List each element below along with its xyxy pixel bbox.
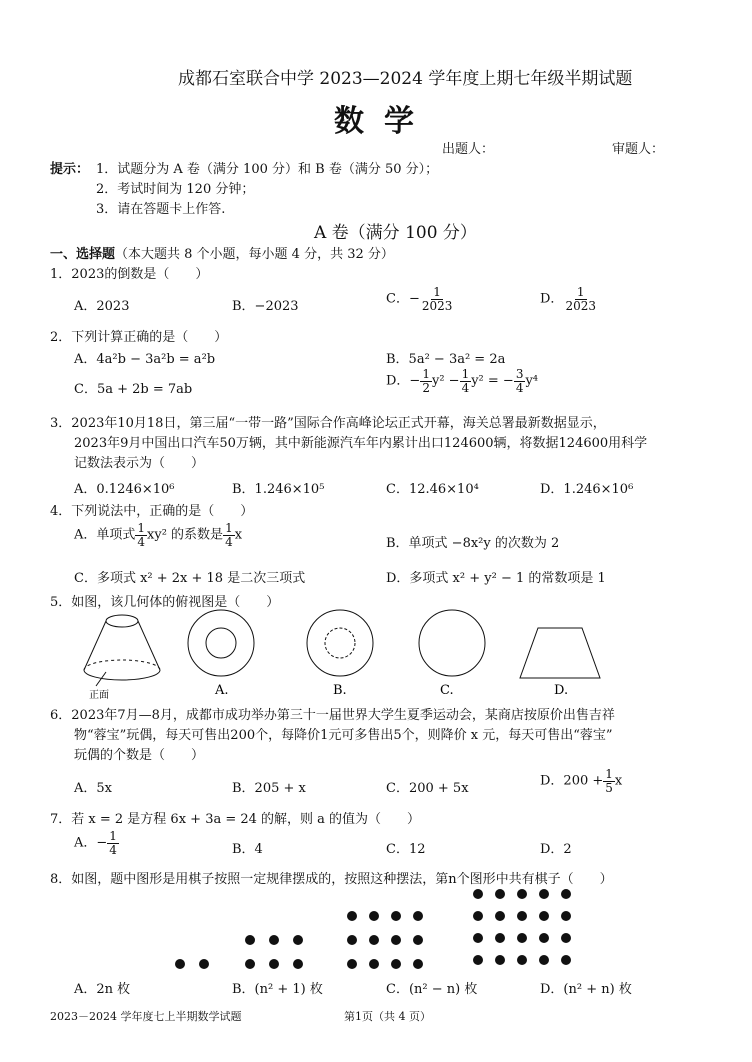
q8-option-d: D．(n² + n) 枚 xyxy=(540,982,632,997)
option-a-figure xyxy=(188,610,254,676)
q1-option-d xyxy=(540,286,598,312)
footer-left: 2023－2024 学年度七上半期数学试题 xyxy=(50,1010,242,1023)
tips-label: 提示： xyxy=(50,162,90,177)
term: y² − xyxy=(431,373,460,389)
text: x xyxy=(234,527,243,543)
q8-option-b: B．(n² + 1) 枚 xyxy=(232,982,323,997)
fraction xyxy=(135,522,147,548)
numerator: 1 xyxy=(109,829,117,843)
q2-option-b: B．5a² − 3a² = 2a xyxy=(386,352,506,367)
q6-line-3: 玩偶的个数是（ ） xyxy=(74,748,205,763)
denominator: 4 xyxy=(515,380,524,395)
q8-option-a: A．2n 枚 xyxy=(74,982,131,997)
denominator: 4 xyxy=(461,380,470,395)
q1-d-fraction xyxy=(563,286,598,312)
footer-page: 第1页（共 4 页） xyxy=(344,1010,431,1023)
q1-option-a: A．2023 xyxy=(74,299,130,314)
option-c-figure xyxy=(419,610,485,676)
numerator: 1 xyxy=(576,285,585,299)
q3-option-c: C．12.46×10⁴ xyxy=(386,482,479,497)
q4-option-b: B．单项式 −8x²y 的次数为 2 xyxy=(386,536,560,551)
q4-option-c: C．多项式 x² + 2x + 18 是二次三项式 xyxy=(74,571,306,586)
numerator: 1 xyxy=(137,521,146,535)
q4-stem: 4．下列说法中，正确的是（ ） xyxy=(50,504,254,519)
q6-option-d xyxy=(540,768,622,794)
option-b-figure xyxy=(307,610,373,676)
text: A．− xyxy=(74,835,108,851)
q6-option-c: C．200 + 5x xyxy=(386,781,469,796)
option-d-figure xyxy=(520,628,600,678)
numerator: 1 xyxy=(225,521,233,535)
q6-line-1: 6．2023年7月—8月，成都市成功举办第三十一届世界大学生夏季运动会，某商店按原价出售吉祥 xyxy=(50,708,615,723)
q3-line-1: 3．2023年10月18日，第三届“一带一路”国际合作高峰论坛正式开幕，海关总署最新数据显示， xyxy=(50,416,606,431)
numerator: 1 xyxy=(422,367,430,381)
tip-item-3: 3．请在答题卡上作答. xyxy=(96,202,226,217)
setter-label: 出题人： xyxy=(442,142,495,157)
text: A．单项式 xyxy=(74,527,136,543)
q4-option-d: D．多项式 x² + y² − 1 的常数项是 1 xyxy=(386,571,606,586)
q7-option-a xyxy=(74,830,119,856)
text: xy² 的系数是 xyxy=(147,527,224,543)
q3-line-3: 记数法表示为（ ） xyxy=(74,456,205,471)
pattern-figure-2 xyxy=(245,935,303,969)
term: y² = − xyxy=(471,373,514,389)
q1-c-label: C．− xyxy=(386,291,420,307)
fraction xyxy=(420,368,432,394)
q6-option-b: B．205 + x xyxy=(232,781,306,796)
q7-stem: 7．若 x = 2 是方程 6x + 3a = 24 的解，则 a 的值为（ ） xyxy=(50,812,421,827)
part1-heading xyxy=(50,243,394,262)
frustum-figure xyxy=(84,615,160,700)
subject-title: 数学 xyxy=(334,104,434,139)
q5-label-d: D. xyxy=(554,683,569,698)
q6-option-a: A．5x xyxy=(74,781,112,796)
part1-title: 一、选择题 xyxy=(50,247,116,262)
denominator: 4 xyxy=(137,534,146,549)
q7-option-d: D．2 xyxy=(540,842,572,857)
text: D．200 + xyxy=(540,773,604,789)
denominator: 4 xyxy=(109,842,117,857)
q3-option-a: A．0.1246×10⁶ xyxy=(74,482,175,497)
section-a-title: A 卷（满分 100 分） xyxy=(314,223,477,243)
part1-desc: （本大题共 8 个小题，每小题 4 分，共 32 分） xyxy=(115,247,394,262)
fraction xyxy=(603,768,615,794)
q3-option-b: B．1.246×10⁵ xyxy=(232,482,325,497)
pattern-figure-3 xyxy=(347,911,423,969)
q2-option-d xyxy=(386,368,538,394)
q2-option-c: C．5a + 2b = 7ab xyxy=(74,382,193,397)
pattern-figure-1 xyxy=(175,959,209,969)
denominator: 2023 xyxy=(565,298,596,313)
tip-item-1: 1．试题分为 A 卷（满分 100 分）和 B 卷（满分 50 分）； xyxy=(96,162,439,177)
q2-d-label: D．− xyxy=(386,373,421,389)
q7-option-c: C．12 xyxy=(386,842,426,857)
numerator: 1 xyxy=(433,285,441,299)
q8-option-c: C．(n² − n) 枚 xyxy=(386,982,478,997)
q1-c-fraction xyxy=(420,286,455,312)
q4-option-a xyxy=(74,522,242,548)
numerator: 1 xyxy=(461,367,470,381)
denominator: 5 xyxy=(605,780,613,795)
fraction xyxy=(107,830,119,856)
q3-line-2: 2023年9月中国出口汽车50万辆，其中新能源汽车年内累计出口124600辆，将数据124600用科学 xyxy=(74,436,648,451)
q2-option-a: A．4a²b − 3a²b = a²b xyxy=(74,352,216,367)
q7-option-b: B．4 xyxy=(232,842,263,857)
q1-option-c xyxy=(386,286,454,312)
denominator: 2023 xyxy=(421,298,453,313)
front-label: 正面 xyxy=(89,690,109,700)
numerator: 1 xyxy=(605,767,613,781)
q8-stem: 8．如图，题中图形是用棋子按照一定规律摆成的，按照这种摆法，第n个图形中共有棋子（ ） xyxy=(50,872,613,887)
q5-stem: 5．如图，该几何体的俯视图是（ ） xyxy=(50,595,280,610)
q6-line-2: 物“蓉宝”玩偶，每天可售出200个，每降价1元可多售出5个，则降价 x 元，每天可售出“蓉宝” xyxy=(74,728,613,743)
q3-option-d: D．1.246×10⁶ xyxy=(540,482,634,497)
pattern-figure-4 xyxy=(473,889,571,965)
q2-stem: 2．下列计算正确的是（ ） xyxy=(50,330,228,345)
numerator: 3 xyxy=(515,367,524,381)
q5-label-b: B. xyxy=(333,683,347,698)
denominator: 4 xyxy=(225,534,233,549)
q5-label-a: A. xyxy=(215,683,229,698)
tip-item-2: 2．考试时间为 120 分钟； xyxy=(96,182,255,197)
term: y⁴ xyxy=(525,373,539,389)
exam-title: 成都石室联合中学 2023—2024 学年度上期七年级半期试题 xyxy=(178,69,633,89)
denominator: 2 xyxy=(422,380,430,395)
fraction xyxy=(223,522,235,548)
q8-chess-pattern xyxy=(160,880,620,976)
q5-label-c: C. xyxy=(440,683,454,698)
fraction xyxy=(514,368,526,394)
text: x xyxy=(614,773,623,789)
q5-figures xyxy=(76,606,676,700)
q1-d-label: D． xyxy=(540,291,564,307)
reviewer-label: 审题人： xyxy=(612,142,665,157)
q1-option-b: B．−2023 xyxy=(232,299,299,314)
q1-stem: 1．2023的倒数是（ ） xyxy=(50,267,209,282)
fraction xyxy=(460,368,472,394)
